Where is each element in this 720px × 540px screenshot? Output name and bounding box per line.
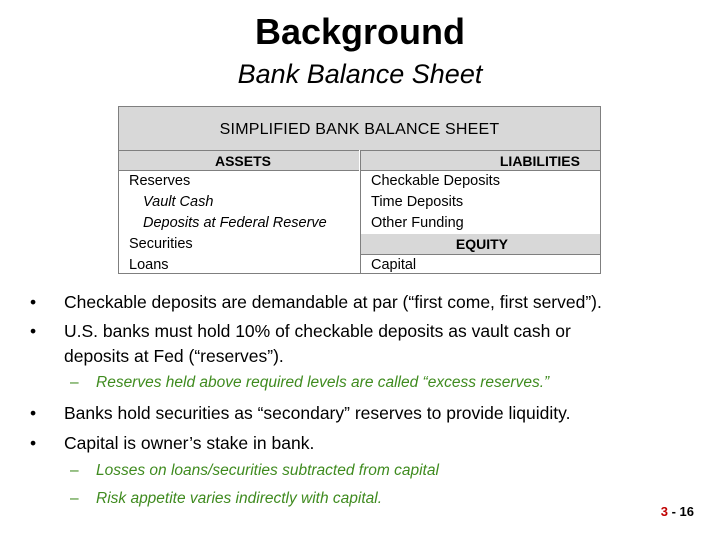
dash-icon: –	[70, 490, 79, 507]
bullet-icon: •	[30, 292, 37, 312]
liability-checkable: Checkable Deposits	[371, 173, 500, 189]
asset-loans: Loans	[129, 257, 169, 273]
equity-header: EQUITY	[361, 234, 600, 255]
bullet-item	[28, 290, 708, 315]
bullet-list	[28, 290, 708, 510]
balance-sheet-title: SIMPLIFIED BANK BALANCE SHEET	[119, 107, 600, 150]
equity-capital: Capital	[371, 257, 417, 273]
slide-title: Background	[254, 11, 466, 52]
bullet-text: U.S. banks must hold 10% of checkable deposits as vault cash or	[64, 321, 571, 341]
bullet-item	[28, 319, 708, 344]
dash-icon: –	[70, 462, 79, 479]
liabilities-column	[360, 150, 600, 273]
liability-time: Time Deposits	[371, 194, 464, 210]
sub-bullet-text: Reserves held above required levels are called “excess reserves.”	[96, 374, 550, 391]
asset-reserves: Reserves	[129, 173, 191, 189]
page-index: 16	[679, 504, 694, 519]
sub-bullet-text: Losses on loans/securities subtracted from capital	[96, 462, 439, 479]
assets-column	[119, 150, 359, 273]
sub-bullet-item	[28, 488, 708, 510]
bullet-text: Banks hold securities as “secondary” reserves to provide liquidity.	[64, 403, 571, 423]
bullet-continuation	[28, 344, 708, 369]
bullet-text: deposits at Fed (“reserves”).	[64, 346, 284, 366]
page-separator: -	[667, 504, 680, 519]
bullet-text: Checkable deposits are demandable at par (“first come, first served”).	[64, 292, 602, 312]
sub-bullet-item	[28, 460, 708, 482]
asset-vault-cash: Vault Cash	[143, 194, 214, 210]
assets-header: ASSETS	[119, 150, 359, 171]
bullet-icon: •	[30, 321, 37, 341]
asset-securities: Securities	[129, 236, 193, 252]
liability-other: Other Funding	[371, 215, 464, 231]
bullet-item	[28, 431, 708, 456]
sub-bullet-item	[28, 372, 708, 394]
bullet-text: Capital is owner’s stake in bank.	[64, 433, 315, 453]
dash-icon: –	[70, 374, 79, 391]
page-chapter: 3	[660, 504, 668, 519]
sub-bullet-text: Risk appetite varies indirectly with capital.	[96, 490, 383, 507]
bullet-icon: •	[30, 433, 37, 453]
page-number	[661, 504, 694, 519]
liabilities-header: LIABILITIES	[361, 150, 600, 171]
bullet-icon: •	[30, 403, 37, 423]
balance-sheet-table	[118, 106, 601, 274]
bullet-item	[28, 401, 708, 426]
slide-subtitle: Bank Balance Sheet	[237, 59, 483, 89]
asset-deposits-fed: Deposits at Federal Reserve	[143, 215, 327, 231]
